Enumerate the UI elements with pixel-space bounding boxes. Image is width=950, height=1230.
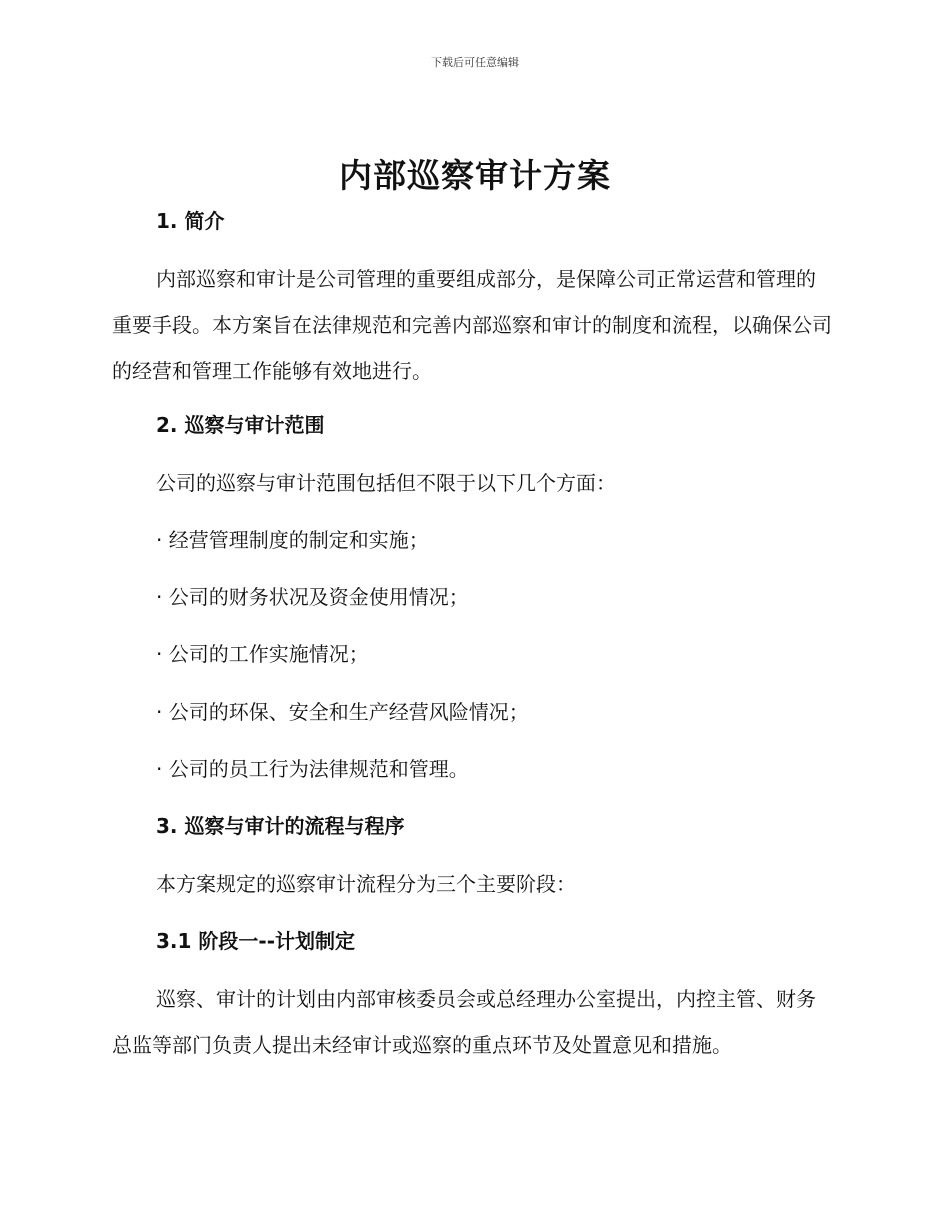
- page-header-note: 下载后可任意编辑: [431, 56, 519, 69]
- section-3-1-paragraph: 巡察、审计的计划由内部审核委员会或总经理办公室提出，内控主管、财务总监等部门负责人提出未经审计或巡察的重点环节及处置意见和措施。: [112, 987, 816, 1057]
- section-2-heading: 2. 巡察与审计范围: [156, 413, 325, 437]
- section-1-paragraph: 内部巡察和审计是公司管理的重要组成部分，是保障公司正常运营和管理的重要手段。本方案旨在法律规范和完善内部巡察和审计的制度和流程，以确保公司的经营和管理工作能够有效地进行。: [112, 267, 832, 383]
- section-3-intro: 本方案规定的巡察审计流程分为三个主要阶段：: [156, 872, 576, 896]
- section-2-intro: 公司的巡察与审计范围包括但不限于以下几个方面：: [156, 471, 616, 495]
- scope-list-item: · 经营管理制度的制定和实施；: [156, 528, 429, 552]
- scope-list-item: · 公司的环保、安全和生产经营风险情况；: [156, 700, 529, 724]
- section-3-heading: 3. 巡察与审计的流程与程序: [156, 814, 405, 838]
- section-1-heading: 1. 简介: [156, 209, 225, 233]
- scope-list-item: · 公司的财务状况及资金使用情况；: [156, 585, 469, 609]
- section-3-1-heading: 3.1 阶段一--计划制定: [156, 929, 355, 953]
- scope-list-item: · 公司的员工行为法律规范和管理。: [156, 757, 469, 781]
- scope-list-item: · 公司的工作实施情况；: [156, 642, 369, 666]
- document-title: 内部巡察审计方案: [339, 156, 611, 195]
